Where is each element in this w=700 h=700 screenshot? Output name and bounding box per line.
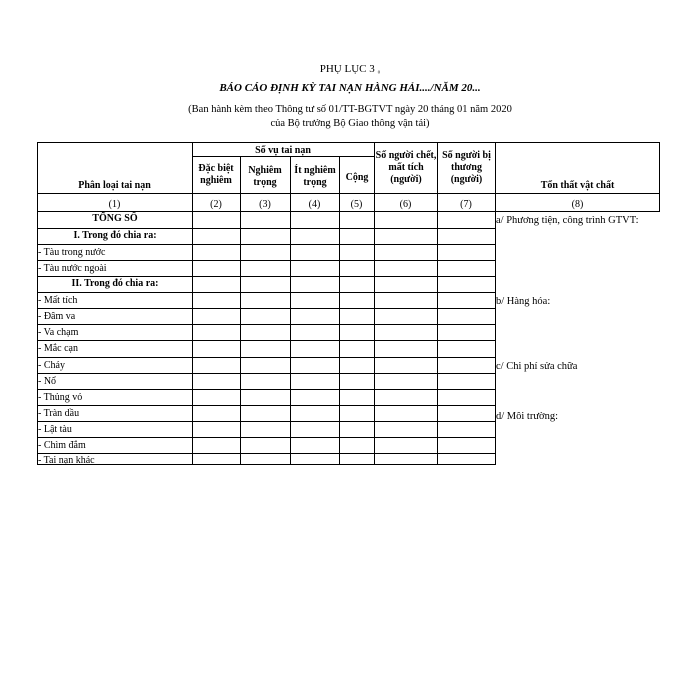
row-domestic: - Tàu trong nước: [38, 247, 106, 258]
loss-goods: b/ Hàng hóa:: [496, 296, 551, 307]
row-oil-spill: - Tràn dầu: [38, 408, 80, 419]
issued-line-2: của Bộ trưởng Bộ Giao thông vận tải): [270, 118, 430, 129]
header-serious: Nghiêm trọng: [248, 165, 282, 188]
row-foreign: - Tàu nước ngoài: [38, 263, 107, 274]
loss-vehicles: a/ Phương tiện, công trình GTVT:: [496, 215, 639, 226]
row-collision: - Đâm va: [38, 311, 76, 322]
row-other: - Tai nạn khác: [38, 455, 95, 466]
header-bottom-border: [37, 193, 660, 194]
row-fire: - Cháy: [38, 360, 65, 371]
row-missing: - Mất tích: [38, 295, 78, 306]
row-grounding: - Mắc cạn: [38, 343, 78, 354]
col-number-4: (4): [308, 199, 321, 210]
header-very-serious: Đặc biệt nghiêm: [198, 163, 234, 186]
appendix-label: PHỤ LỤC 3: [319, 63, 375, 75]
header-injured: Số người bị thương (người): [442, 150, 491, 185]
header-material-loss: Tổn thất vật chất: [540, 180, 615, 191]
col-number-2: (2): [210, 199, 222, 210]
col-number-5: (5): [350, 199, 363, 210]
row-group-2: II. Trong đó chia ra:: [71, 278, 159, 289]
col-number-7: (7): [460, 199, 472, 210]
row-hull-breach: - Thủng vỏ: [38, 392, 83, 403]
row-contact: - Va chạm: [38, 327, 79, 338]
col-number-3: (3): [259, 199, 271, 210]
loss-repair: c/ Chi phí sửa chữa: [496, 361, 578, 372]
header-dead-missing: Số người chết, mất tích (người): [375, 150, 437, 185]
issued-line-1: (Ban hành kèm theo Thông tư số 01/TT-BGTVT ngày 20 tháng 01 năm 2020: [188, 104, 512, 115]
numbers-row-bottom: [37, 211, 660, 212]
table-bottom-border: [37, 464, 495, 465]
row-explosion: - Nổ: [38, 376, 57, 387]
table-top-border: [37, 142, 660, 143]
col-number-8: (8): [571, 199, 584, 210]
row-total: TỔNG SỐ: [92, 213, 138, 224]
header-type: Phân loại tai nạn: [78, 180, 151, 191]
row-capsize: - Lật tàu: [38, 424, 72, 435]
row-group-1: I. Trong đó chia ra:: [73, 230, 157, 241]
header-less-serious: Ít nghiêm trọng: [294, 165, 336, 188]
col-number-6: (6): [399, 199, 412, 210]
header-total: Cộng: [345, 172, 369, 183]
appendix-mark: ₀: [377, 65, 381, 74]
row-sinking: - Chìm đắm: [38, 440, 86, 451]
report-title: BÁO CÁO ĐỊNH KỲ TAI NẠN HÀNG HẢI..../NĂM 20...: [219, 82, 481, 94]
col-number-1: (1): [108, 199, 121, 210]
header-cases: Số vụ tai nạn: [255, 145, 311, 156]
loss-environment: d/ Môi trường:: [496, 411, 558, 422]
